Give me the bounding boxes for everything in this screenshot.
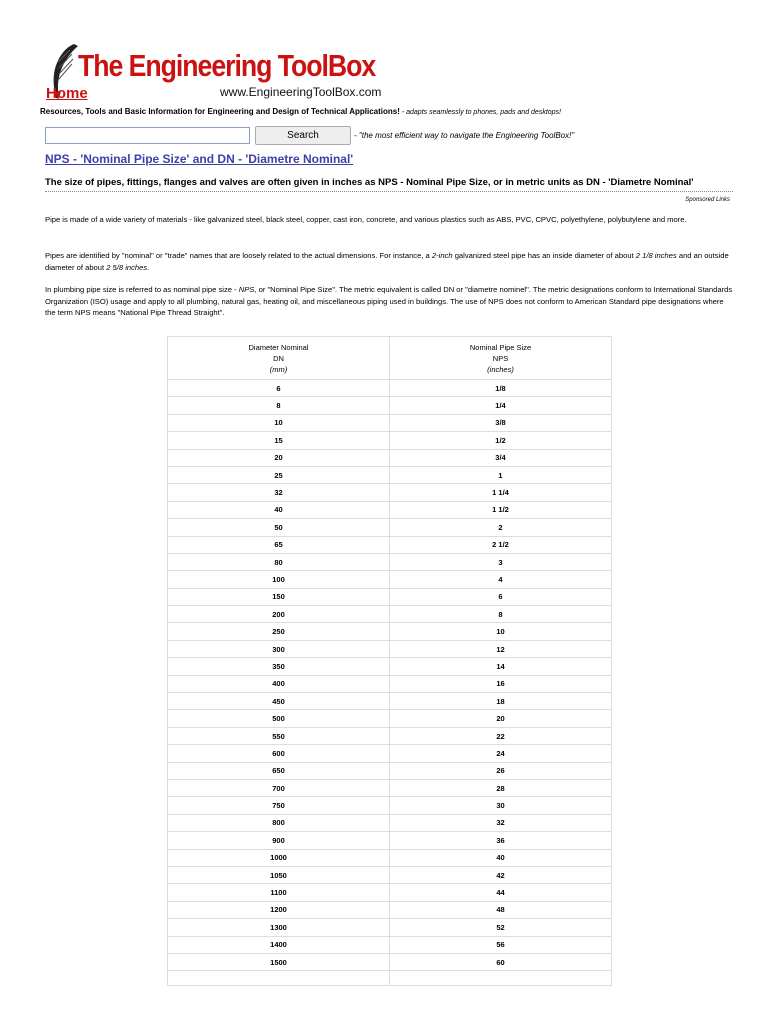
table-row [168, 849, 612, 866]
table-row [168, 414, 612, 431]
cell-nps: 2 1/2 [390, 536, 612, 553]
table-row [168, 814, 612, 831]
p3-text-a: In plumbing pipe size is referred to as nominal pipe size - [45, 285, 239, 294]
p2-text-c: galvanized steel pipe has an inside diameter of about [452, 251, 636, 260]
search-button[interactable]: Search [255, 126, 351, 145]
cell-dn: 1100 [168, 884, 390, 901]
cell-dn: 1500 [168, 953, 390, 970]
cell-dn: 450 [168, 693, 390, 710]
cell-nps: 42 [390, 866, 612, 883]
cell-dn: 50 [168, 519, 390, 536]
cell-nps: 6 [390, 588, 612, 605]
nominal-names-paragraph [45, 250, 735, 273]
cell-nps: 3 [390, 553, 612, 570]
cell-nps: 3/8 [390, 414, 612, 431]
table-row [168, 536, 612, 553]
table-row [168, 710, 612, 727]
cell-dn: 350 [168, 658, 390, 675]
sponsored-links-label: Sponsored Links [685, 197, 730, 203]
search-input[interactable] [45, 127, 250, 144]
p2-text-a: Pipes are identified by "nominal" or "trade" names that are loosely related to the actual dimensions. For instance, a [45, 251, 432, 260]
cell-nps: 48 [390, 901, 612, 918]
cell-dn: 750 [168, 797, 390, 814]
table-row [168, 797, 612, 814]
cell-dn: 15 [168, 432, 390, 449]
table-row [168, 727, 612, 744]
cell-dn: 650 [168, 762, 390, 779]
table-row [168, 588, 612, 605]
cell-dn: 25 [168, 466, 390, 483]
cell-nps: 1/8 [390, 380, 612, 397]
site-tagline [40, 107, 561, 116]
table-row [168, 658, 612, 675]
cell-nps: 18 [390, 693, 612, 710]
cell-dn: 80 [168, 553, 390, 570]
table-row [168, 762, 612, 779]
dn-header-unit: (mm) [269, 364, 288, 374]
cell-nps: 20 [390, 710, 612, 727]
table-row [168, 519, 612, 536]
cell-dn: 250 [168, 623, 390, 640]
table-row [168, 484, 612, 501]
table-row [168, 901, 612, 918]
cell-nps: 26 [390, 762, 612, 779]
cell-nps: 16 [390, 675, 612, 692]
table-row [168, 866, 612, 883]
table-body [168, 380, 612, 986]
p3-text-b: NPS [238, 285, 255, 294]
cell-empty [168, 971, 390, 986]
cell-dn: 10 [168, 414, 390, 431]
cell-dn: 1200 [168, 901, 390, 918]
cell-nps: 14 [390, 658, 612, 675]
p2-text-f: 2 5/8 inches [106, 262, 148, 272]
cell-dn: 400 [168, 675, 390, 692]
cell-nps: 1/4 [390, 397, 612, 414]
column-header-dn [168, 337, 390, 380]
cell-dn: 1400 [168, 936, 390, 953]
cell-nps: 1/2 [390, 432, 612, 449]
dn-header-name: Diameter Nominal [248, 342, 309, 352]
cell-dn: 32 [168, 484, 390, 501]
p2-text-b: 2-inch [431, 251, 453, 260]
table-row [168, 936, 612, 953]
p2-text-e: and an outside diameter of about [45, 251, 729, 272]
cell-dn: 1000 [168, 849, 390, 866]
cell-nps: 24 [390, 745, 612, 762]
cell-dn: 900 [168, 832, 390, 849]
cell-dn: 500 [168, 710, 390, 727]
p2-text-d: 2 1/8 inches [635, 251, 677, 260]
cell-dn: 200 [168, 606, 390, 623]
cell-nps: 12 [390, 640, 612, 657]
cell-dn: 20 [168, 449, 390, 466]
cell-dn: 550 [168, 727, 390, 744]
cell-nps: 52 [390, 919, 612, 936]
table-row [168, 832, 612, 849]
table-row [168, 919, 612, 936]
intro-paragraph: Pipe is made of a wide variety of materials - like galvanized steel, black steel, copper, cast iron, concrete, and various plastics such as ABS, PVC, CPVC, polyethylene, polybutylene and more. [45, 215, 687, 224]
cell-nps: 2 [390, 519, 612, 536]
cell-dn: 700 [168, 779, 390, 796]
table-row [168, 623, 612, 640]
cell-dn: 800 [168, 814, 390, 831]
cell-nps: 1 [390, 466, 612, 483]
cell-nps: 1 1/2 [390, 501, 612, 518]
cell-dn: 150 [168, 588, 390, 605]
cell-dn: 100 [168, 571, 390, 588]
cell-dn: 40 [168, 501, 390, 518]
page-title[interactable]: NPS - 'Nominal Pipe Size' and DN - 'Diametre Nominal' [45, 152, 354, 166]
cell-nps: 30 [390, 797, 612, 814]
cell-nps: 56 [390, 936, 612, 953]
cell-dn: 65 [168, 536, 390, 553]
dn-header-abbr: DN [273, 353, 284, 363]
tagline-main: Resources, Tools and Basic Information for Engineering and Design of Technical Applications! [40, 107, 400, 116]
cell-dn: 600 [168, 745, 390, 762]
plumbing-paragraph [45, 284, 735, 319]
table-row [168, 606, 612, 623]
table-row [168, 501, 612, 518]
table-row [168, 380, 612, 397]
column-header-nps [390, 337, 612, 380]
cell-nps: 4 [390, 571, 612, 588]
table-row [168, 884, 612, 901]
cell-nps: 22 [390, 727, 612, 744]
cell-nps: 40 [390, 849, 612, 866]
p3-text-c: , or "Nominal Pipe Size". The metric equivalent is called DN or "diametre nominel". The metric designations conform to International Standards Organization (ISO) usage and apply to all plumbing, natural gas, heating oil, and miscellaneous piping used in buildings. The use of NPS does not conform to American Standard pipe designations where the term NPS means "National Pipe Thread Straight". [45, 285, 733, 317]
table-row [168, 466, 612, 483]
table-row [168, 779, 612, 796]
nps-header-name: Nominal Pipe Size [469, 342, 532, 352]
table-row [168, 953, 612, 970]
table-row [168, 553, 612, 570]
cell-nps: 60 [390, 953, 612, 970]
site-url: www.EngineeringToolBox.com [220, 85, 382, 99]
cell-nps: 44 [390, 884, 612, 901]
brand-logo[interactable]: The Engineering ToolBox [78, 48, 376, 83]
dn-nps-table [167, 336, 612, 986]
cell-nps: 8 [390, 606, 612, 623]
table-row [168, 675, 612, 692]
cell-nps: 36 [390, 832, 612, 849]
cell-nps: 28 [390, 779, 612, 796]
cell-dn: 6 [168, 380, 390, 397]
cell-nps: 1 1/4 [390, 484, 612, 501]
search-hint: - "the most efficient way to navigate the Engineering ToolBox!" [354, 131, 575, 140]
table-row [168, 693, 612, 710]
table-row [168, 432, 612, 449]
cell-nps: 3/4 [390, 449, 612, 466]
table-row [168, 640, 612, 657]
cell-dn: 1050 [168, 866, 390, 883]
tagline-suffix: - adapts seamlessly to phones, pads and desktops! [399, 109, 562, 116]
table-row [168, 397, 612, 414]
nps-header-unit: (inches) [487, 364, 514, 374]
table-header-row [168, 337, 612, 380]
cell-empty [390, 971, 612, 986]
site-header [40, 42, 740, 104]
cell-dn: 1300 [168, 919, 390, 936]
p2-text-g: . [147, 262, 150, 272]
table-row [168, 449, 612, 466]
nps-header-abbr: NPS [492, 353, 509, 363]
cell-dn: 8 [168, 397, 390, 414]
cell-nps: 32 [390, 814, 612, 831]
table-row [168, 571, 612, 588]
page-subtitle: The size of pipes, fittings, flanges and valves are often given in inches as NPS - Nominal Pipe Size, or in metric units as DN - 'Diametre Nominal' [45, 177, 733, 192]
cell-nps: 10 [390, 623, 612, 640]
home-link[interactable]: Home [46, 85, 88, 102]
table-row-empty [168, 971, 612, 986]
cell-dn: 300 [168, 640, 390, 657]
table-row [168, 745, 612, 762]
